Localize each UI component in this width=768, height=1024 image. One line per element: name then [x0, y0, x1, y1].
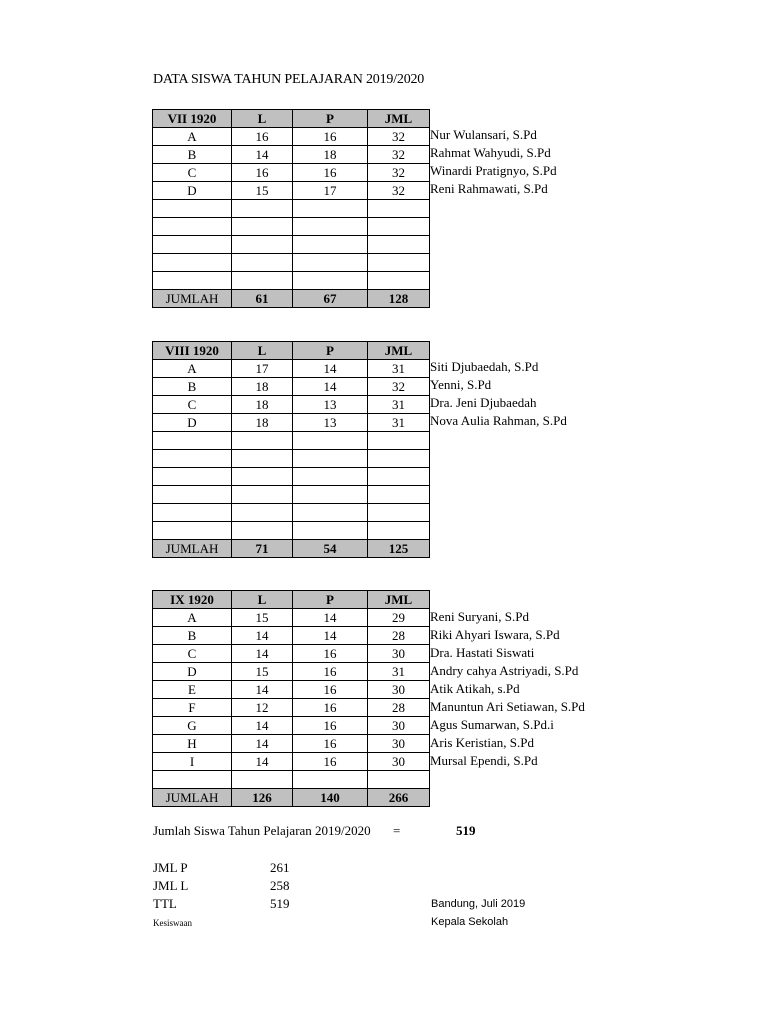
l-cell: 14	[232, 627, 293, 645]
empty-row	[153, 468, 430, 486]
class-cell: C	[153, 164, 232, 182]
class-cell: B	[153, 627, 232, 645]
jml-cell: 30	[368, 681, 430, 699]
grand-total-label: Jumlah Siswa Tahun Pelajaran 2019/2020	[153, 823, 371, 838]
class-cell: G	[153, 717, 232, 735]
l-cell: 15	[232, 663, 293, 681]
total-jml: 125	[368, 540, 430, 558]
p-cell: 16	[293, 681, 368, 699]
teacher-name: Winardi Pratignyo, S.Pd	[430, 163, 557, 178]
grand-total-value: 519	[456, 823, 476, 838]
jml-header: JML	[368, 591, 430, 609]
total-l: 126	[232, 789, 293, 807]
sum-label: JUMLAH	[153, 540, 232, 558]
jml-cell: 29	[368, 609, 430, 627]
jml-cell: 30	[368, 753, 430, 771]
jml-cell: 28	[368, 627, 430, 645]
summary-value-l: 258	[270, 878, 290, 893]
teacher-name: Reni Rahmawati, S.Pd	[430, 181, 548, 196]
l-header: L	[232, 110, 293, 128]
jml-cell: 31	[368, 360, 430, 378]
p-cell: 16	[293, 164, 368, 182]
l-cell: 18	[232, 414, 293, 432]
jml-cell: 30	[368, 735, 430, 753]
p-cell: 13	[293, 414, 368, 432]
table-row	[153, 164, 430, 182]
kepala-sekolah-label: Kepala Sekolah	[431, 916, 509, 928]
total-jml: 128	[368, 290, 430, 308]
empty-row	[153, 450, 430, 468]
table-row	[153, 146, 430, 164]
jml-cell: 32	[368, 146, 430, 164]
l-cell: 15	[232, 182, 293, 200]
empty-row	[153, 200, 430, 218]
teacher-name: Manuntun Ari Setiawan, S.Pd	[430, 699, 585, 714]
class-cell: I	[153, 753, 232, 771]
table-row	[153, 360, 430, 378]
l-cell: 14	[232, 146, 293, 164]
p-cell: 16	[293, 735, 368, 753]
jml-cell: 32	[368, 182, 430, 200]
summary-value-ttl: 519	[270, 896, 290, 911]
total-l: 61	[232, 290, 293, 308]
table-row	[153, 396, 430, 414]
class-cell: E	[153, 681, 232, 699]
p-cell: 16	[293, 699, 368, 717]
summary-value-p: 261	[270, 860, 290, 875]
empty-row	[153, 218, 430, 236]
jml-cell: 32	[368, 164, 430, 182]
class-table	[152, 590, 430, 807]
l-cell: 16	[232, 128, 293, 146]
table-row	[153, 699, 430, 717]
total-row	[153, 290, 430, 308]
class-cell: A	[153, 609, 232, 627]
jml-cell: 32	[368, 128, 430, 146]
p-cell: 16	[293, 717, 368, 735]
total-l: 71	[232, 540, 293, 558]
header-row	[153, 110, 430, 128]
kesiswaan-label: Kesiswaan	[153, 918, 192, 928]
total-jml: 266	[368, 789, 430, 807]
total-row	[153, 789, 430, 807]
empty-row	[153, 771, 430, 789]
empty-row	[153, 254, 430, 272]
jml-cell: 30	[368, 717, 430, 735]
summary-label-l: JML L	[153, 878, 189, 893]
grand-total-eq: =	[393, 823, 401, 838]
grade-header: IX 1920	[153, 591, 232, 609]
section-vii	[152, 109, 430, 308]
table-row	[153, 627, 430, 645]
l-cell: 14	[232, 753, 293, 771]
table-row	[153, 717, 430, 735]
l-cell: 16	[232, 164, 293, 182]
teacher-name: Andry cahya Astriyadi, S.Pd	[430, 663, 579, 678]
p-cell: 14	[293, 360, 368, 378]
header-row	[153, 342, 430, 360]
class-table	[152, 109, 430, 308]
jml-header: JML	[368, 342, 430, 360]
class-cell: D	[153, 663, 232, 681]
p-header: P	[293, 110, 368, 128]
l-cell: 14	[232, 645, 293, 663]
teacher-name: Agus Sumarwan, S.Pd.i	[430, 717, 554, 732]
sum-label: JUMLAH	[153, 290, 232, 308]
jml-header: JML	[368, 110, 430, 128]
class-cell: H	[153, 735, 232, 753]
teacher-name: Mursal Ependi, S.Pd	[430, 753, 538, 768]
teacher-list-viii	[430, 358, 567, 430]
table-row	[153, 645, 430, 663]
p-header: P	[293, 342, 368, 360]
table-row	[153, 753, 430, 771]
l-cell: 17	[232, 360, 293, 378]
empty-row	[153, 486, 430, 504]
table-row	[153, 609, 430, 627]
summary-label-p: JML P	[153, 860, 188, 875]
teacher-name: Nova Aulia Rahman, S.Pd	[430, 413, 567, 428]
section-ix	[152, 590, 430, 807]
class-cell: B	[153, 146, 232, 164]
teacher-list-ix	[430, 608, 585, 770]
empty-row	[153, 236, 430, 254]
p-cell: 14	[293, 627, 368, 645]
l-cell: 14	[232, 735, 293, 753]
empty-row	[153, 504, 430, 522]
grade-header: VIII 1920	[153, 342, 232, 360]
jml-cell: 31	[368, 414, 430, 432]
total-p: 67	[293, 290, 368, 308]
total-row	[153, 540, 430, 558]
table-row	[153, 182, 430, 200]
class-cell: A	[153, 360, 232, 378]
table-row	[153, 663, 430, 681]
table-row	[153, 681, 430, 699]
teacher-name: Rahmat Wahyudi, S.Pd	[430, 145, 551, 160]
l-cell: 18	[232, 378, 293, 396]
class-cell: F	[153, 699, 232, 717]
teacher-name: Reni Suryani, S.Pd	[430, 609, 529, 624]
place-date: Bandung, Juli 2019	[431, 898, 526, 910]
header-row	[153, 591, 430, 609]
class-table	[152, 341, 430, 558]
table-row	[153, 414, 430, 432]
jml-cell: 28	[368, 699, 430, 717]
teacher-name: Dra. Jeni Djubaedah	[430, 395, 537, 410]
class-cell: C	[153, 396, 232, 414]
teacher-list-vii	[430, 126, 557, 198]
table-row	[153, 378, 430, 396]
table-row	[153, 735, 430, 753]
grade-header: VII 1920	[153, 110, 232, 128]
total-p: 140	[293, 789, 368, 807]
p-cell: 16	[293, 128, 368, 146]
table-row	[153, 128, 430, 146]
teacher-name: Riki Ahyari Iswara, S.Pd	[430, 627, 560, 642]
jml-cell: 31	[368, 396, 430, 414]
l-cell: 12	[232, 699, 293, 717]
p-cell: 17	[293, 182, 368, 200]
teacher-name: Yenni, S.Pd	[430, 377, 492, 392]
class-cell: C	[153, 645, 232, 663]
p-header: P	[293, 591, 368, 609]
teacher-name: Atik Atikah, s.Pd	[430, 681, 520, 696]
jml-cell: 30	[368, 645, 430, 663]
class-cell: D	[153, 414, 232, 432]
jml-cell: 32	[368, 378, 430, 396]
total-p: 54	[293, 540, 368, 558]
section-viii	[152, 341, 430, 558]
class-cell: D	[153, 182, 232, 200]
sum-label: JUMLAH	[153, 789, 232, 807]
l-header: L	[232, 591, 293, 609]
class-cell: B	[153, 378, 232, 396]
jml-cell: 31	[368, 663, 430, 681]
p-cell: 16	[293, 753, 368, 771]
teacher-name: Aris Keristian, S.Pd	[430, 735, 534, 750]
p-cell: 13	[293, 396, 368, 414]
empty-row	[153, 432, 430, 450]
l-header: L	[232, 342, 293, 360]
document-title: DATA SISWA TAHUN PELAJARAN 2019/2020	[153, 72, 425, 87]
teacher-name: Nur Wulansari, S.Pd	[430, 127, 537, 142]
l-cell: 14	[232, 717, 293, 735]
l-cell: 15	[232, 609, 293, 627]
p-cell: 14	[293, 609, 368, 627]
l-cell: 18	[232, 396, 293, 414]
teacher-name: Dra. Hastati Siswati	[430, 645, 535, 660]
p-cell: 14	[293, 378, 368, 396]
p-cell: 16	[293, 645, 368, 663]
empty-row	[153, 272, 430, 290]
summary-label-ttl: TTL	[153, 896, 177, 911]
class-cell: A	[153, 128, 232, 146]
teacher-name: Siti Djubaedah, S.Pd	[430, 359, 539, 374]
empty-row	[153, 522, 430, 540]
p-cell: 18	[293, 146, 368, 164]
l-cell: 14	[232, 681, 293, 699]
p-cell: 16	[293, 663, 368, 681]
